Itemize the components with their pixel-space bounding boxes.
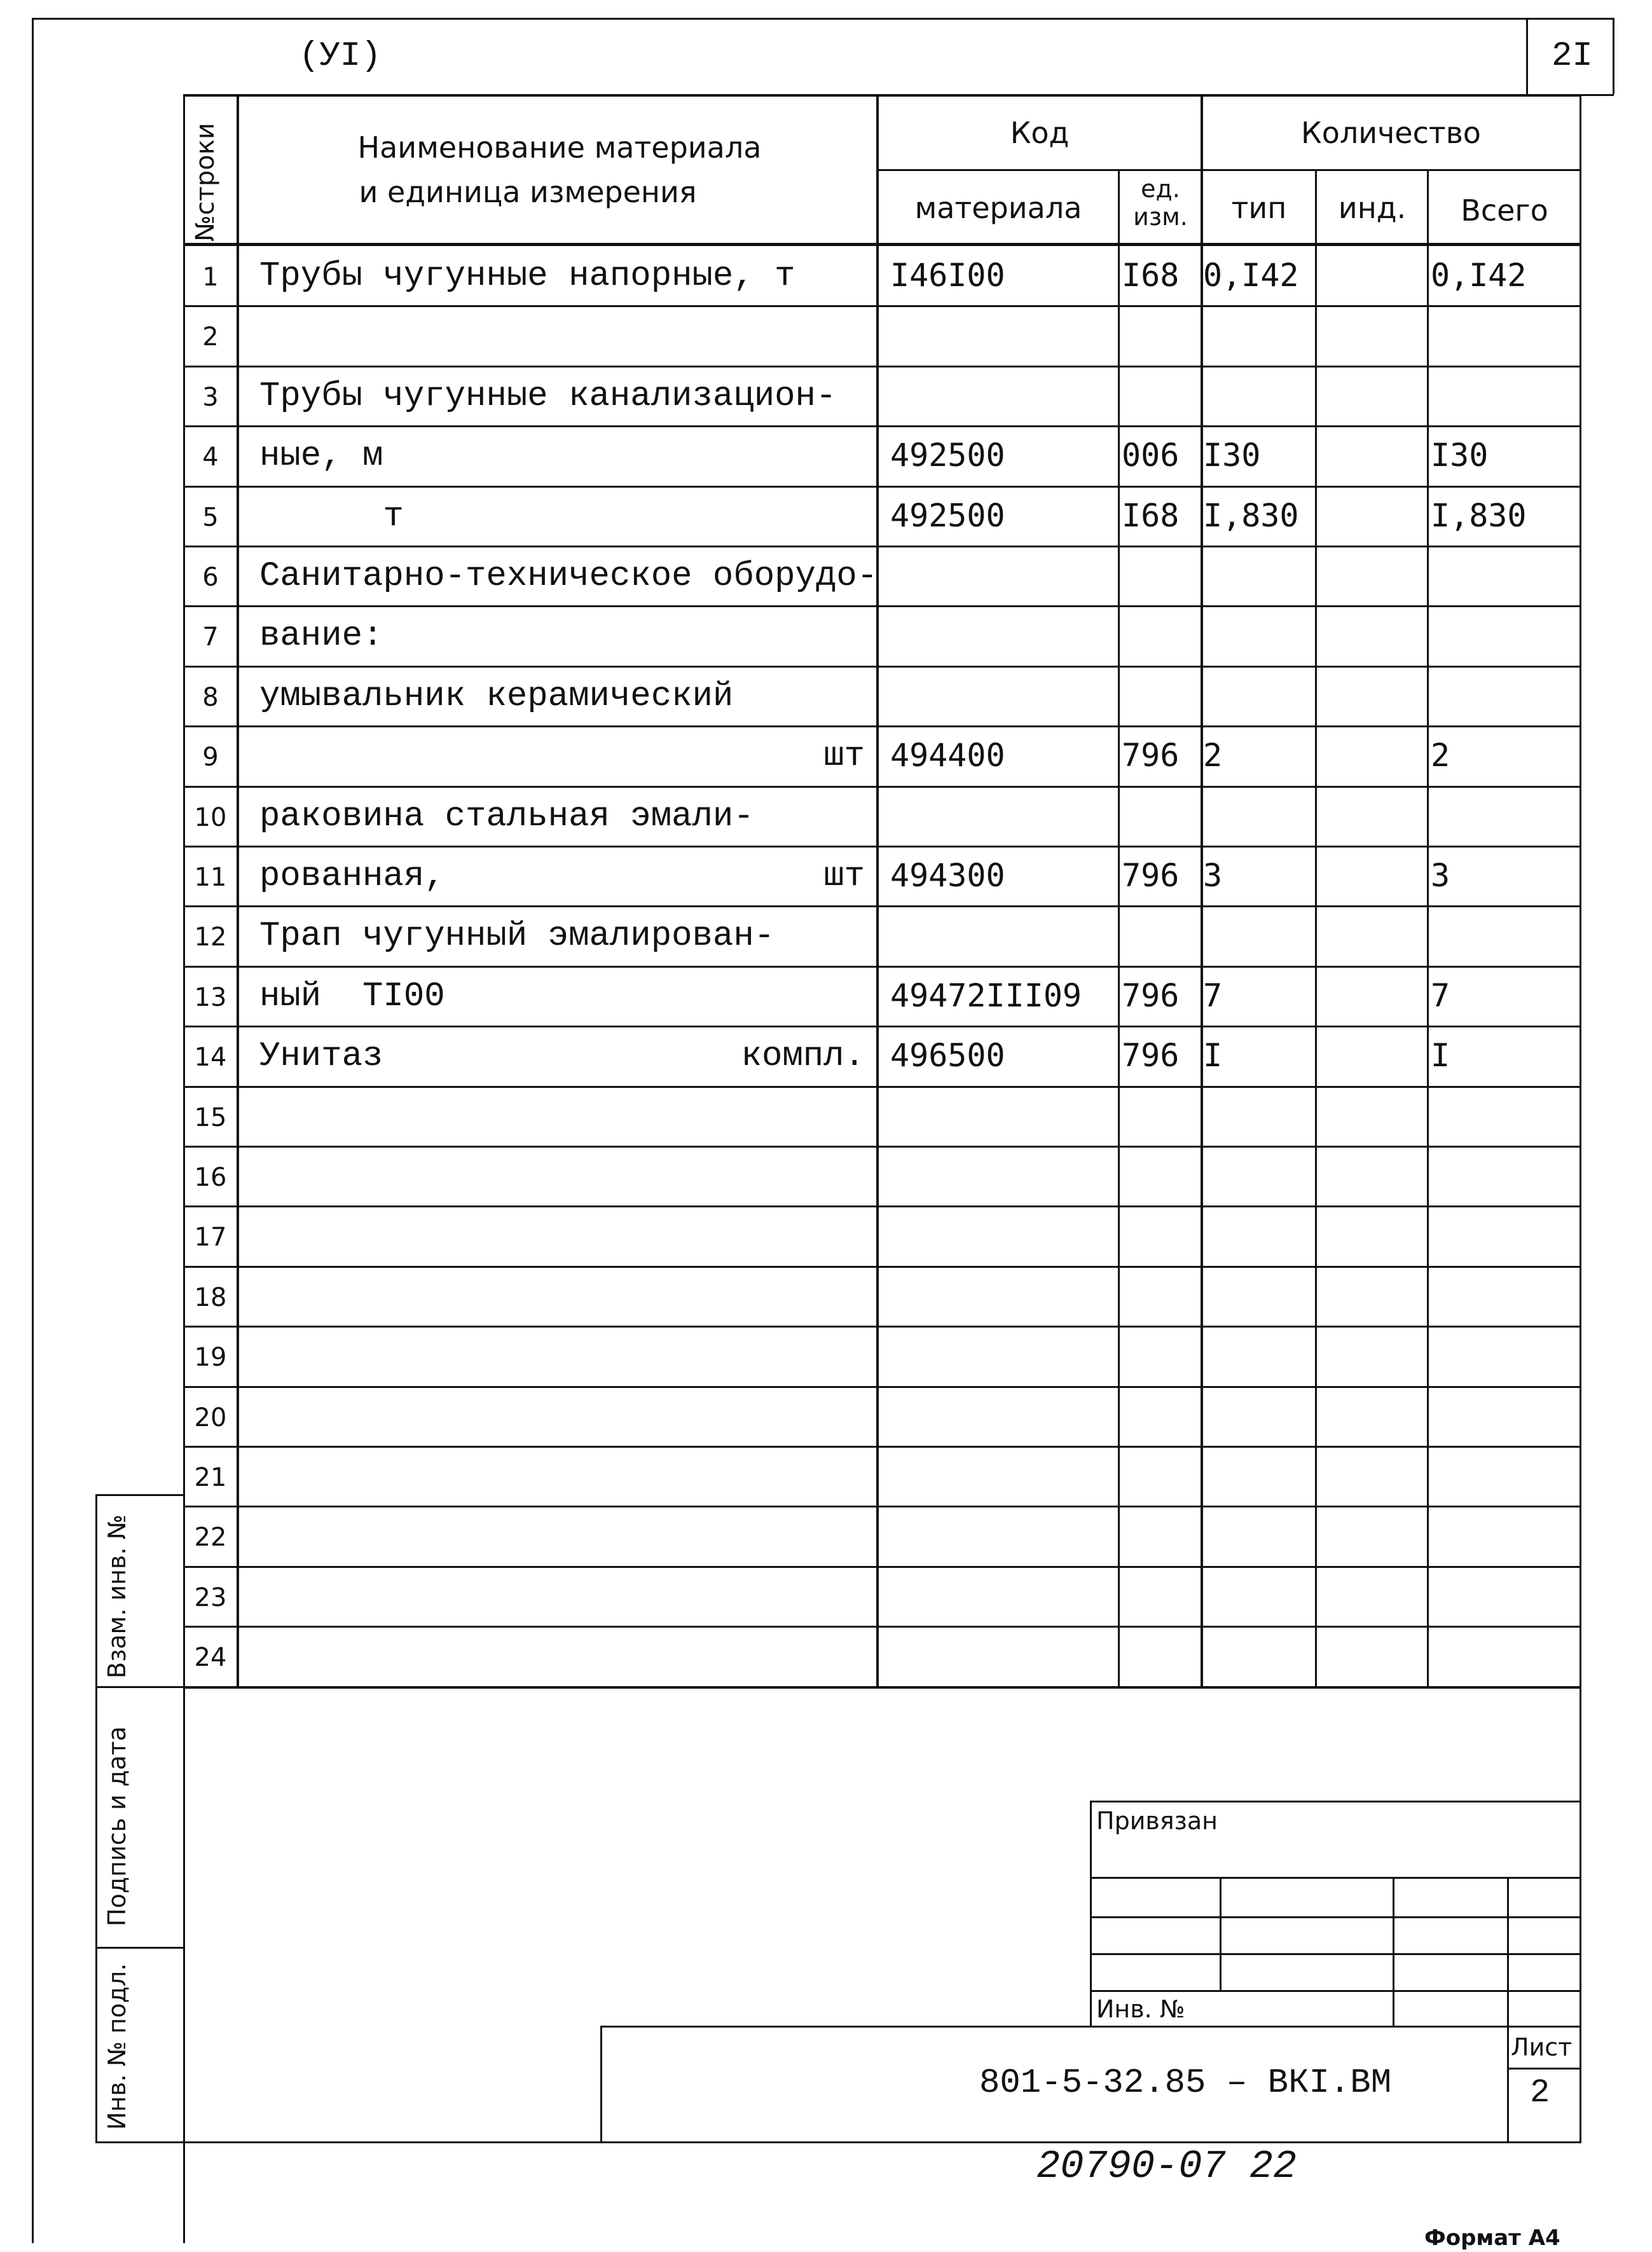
- qty-type: 0,I42: [1203, 257, 1299, 294]
- page-number: 2I: [1552, 37, 1593, 76]
- qty-total: I30: [1431, 437, 1489, 474]
- qty-type: I,830: [1203, 497, 1299, 534]
- unit-label: шт: [823, 737, 865, 776]
- material-code: 494300: [890, 857, 1005, 894]
- row-number: 11: [194, 863, 227, 892]
- unit-header-line1: ед.: [1141, 175, 1180, 203]
- row-divider: [183, 1686, 1581, 1688]
- frame-top: [32, 18, 1614, 20]
- qty-type: 3: [1203, 857, 1223, 894]
- material-name: т: [259, 497, 404, 536]
- row-number-header: №строки: [191, 123, 220, 242]
- total-header: Всего: [1461, 193, 1548, 228]
- row-number: 24: [194, 1643, 227, 1673]
- unit-code: 796: [1122, 977, 1180, 1014]
- row-number: 2: [202, 322, 219, 352]
- privyazan-label: Привязан: [1096, 1807, 1218, 1835]
- row-number: 7: [202, 622, 219, 652]
- material-name: вание:: [259, 617, 383, 656]
- podpis-data-label: Подпись и дата: [103, 1726, 131, 1926]
- row-number: 9: [202, 743, 219, 772]
- material-name: Трубы чугунные канализацион-: [259, 376, 837, 416]
- material-name: Унитаз: [259, 1037, 383, 1076]
- sheet-label: Лист: [1511, 2033, 1573, 2061]
- row-number: 17: [194, 1223, 227, 1253]
- row-divider: [183, 605, 1581, 607]
- handwritten-number: 20790-07 22: [1036, 2144, 1297, 2189]
- qty-total: 3: [1431, 857, 1450, 894]
- page-number-divider: [1526, 18, 1528, 94]
- row-number: 3: [202, 382, 219, 412]
- material-code: 49472III09: [890, 977, 1082, 1014]
- row-divider: [183, 786, 1581, 788]
- document-code: 801-5-32.85 – ВКI.ВМ: [979, 2064, 1392, 2103]
- row-number: 10: [194, 802, 227, 832]
- material-name: Трубы чугунные напорные, т: [259, 257, 795, 296]
- row-divider: [183, 1086, 1581, 1088]
- row-number: 5: [202, 502, 219, 532]
- ind-header: инд.: [1338, 191, 1407, 225]
- row-number: 4: [202, 443, 219, 472]
- qty-total: 7: [1431, 977, 1450, 1014]
- material-code: I46I00: [890, 257, 1005, 294]
- frame-left-edge: [32, 18, 34, 2243]
- row-number: 21: [194, 1463, 227, 1492]
- material-name: Трап чугунный эмалирован-: [259, 917, 775, 956]
- row-divider: [183, 366, 1581, 367]
- qty-type: 2: [1203, 737, 1223, 774]
- row-divider: [183, 846, 1581, 848]
- frame-right-top: [1613, 18, 1614, 94]
- row-divider: [183, 425, 1581, 427]
- material-name: раковина стальная эмали-: [259, 797, 754, 836]
- unit-code: 796: [1122, 1037, 1180, 1075]
- unit-label: компл.: [741, 1037, 865, 1076]
- row-divider: [183, 546, 1581, 547]
- row-number: 23: [194, 1583, 227, 1612]
- row-number: 6: [202, 563, 219, 592]
- row-number: 12: [194, 923, 227, 952]
- row-divider: [183, 1266, 1581, 1268]
- section-label: (УI): [299, 37, 382, 76]
- qty-total: 2: [1431, 737, 1450, 774]
- type-header: тип: [1231, 191, 1287, 225]
- frame-right: [1580, 94, 1581, 2141]
- unit-label: шт: [823, 857, 865, 896]
- frame-bottom: [183, 2141, 1581, 2143]
- row-divider: [183, 1446, 1581, 1448]
- material-name: рованная,: [259, 857, 445, 896]
- name-header-line1: Наименование материала: [357, 130, 762, 165]
- material-name: умывальник керамический: [259, 676, 734, 716]
- row-number: 14: [194, 1043, 227, 1073]
- row-divider: [183, 905, 1581, 907]
- unit-code: I68: [1122, 497, 1180, 534]
- material-code: 494400: [890, 737, 1005, 774]
- row-number: 22: [194, 1523, 227, 1553]
- unit-code: I68: [1122, 257, 1180, 294]
- qty-total: 0,I42: [1431, 257, 1527, 294]
- row-number: 18: [194, 1282, 227, 1312]
- row-divider: [183, 1026, 1581, 1027]
- row-divider: [183, 1386, 1581, 1388]
- unit-code: 796: [1122, 857, 1180, 894]
- inv-podl-label: Инв. № подл.: [103, 1963, 131, 2130]
- qty-type: I: [1203, 1037, 1223, 1075]
- row-divider: [183, 966, 1581, 968]
- row-divider: [183, 305, 1581, 307]
- qty-type: 7: [1203, 977, 1223, 1014]
- qty-total: I,830: [1431, 497, 1527, 534]
- sheet-number: 2: [1530, 2074, 1550, 2111]
- row-number: 1: [202, 263, 219, 292]
- row-divider: [183, 1205, 1581, 1207]
- unit-code: 796: [1122, 737, 1180, 774]
- row-number: 16: [194, 1163, 227, 1192]
- row-divider: [183, 486, 1581, 488]
- row-number: 20: [194, 1403, 227, 1432]
- row-number: 13: [194, 982, 227, 1012]
- material-name: ный ТI00: [259, 977, 445, 1016]
- material-code: 492500: [890, 437, 1005, 474]
- code-header: Код: [1010, 116, 1070, 150]
- name-header-line2: и единица измерения: [359, 175, 697, 209]
- row-number: 19: [194, 1343, 227, 1373]
- quantity-header: Количество: [1301, 116, 1481, 150]
- qty-type: I30: [1203, 437, 1261, 474]
- material-name: ные, м: [259, 437, 383, 476]
- inv-no-label: Инв. №: [1096, 1995, 1185, 2023]
- material-code: 496500: [890, 1037, 1005, 1075]
- material-name: Санитарно-техническое оборудо-: [259, 557, 878, 596]
- code-material-header: материала: [914, 191, 1082, 225]
- material-code: 492500: [890, 497, 1005, 534]
- row-divider: [183, 666, 1581, 668]
- row-divider: [183, 1506, 1581, 1507]
- row-divider: [183, 1146, 1581, 1148]
- row-number: 15: [194, 1102, 227, 1132]
- format-label: Формат А4: [1424, 2225, 1560, 2251]
- row-divider: [183, 1566, 1581, 1568]
- row-divider: [183, 1326, 1581, 1328]
- row-number: 8: [202, 682, 219, 712]
- row-divider: [183, 725, 1581, 727]
- vzam-inv-label: Взам. инв. №: [103, 1514, 131, 1679]
- row-divider: [183, 1626, 1581, 1628]
- unit-header-line2: изм.: [1133, 203, 1188, 231]
- unit-code: 006: [1122, 437, 1180, 474]
- qty-total: I: [1431, 1037, 1450, 1075]
